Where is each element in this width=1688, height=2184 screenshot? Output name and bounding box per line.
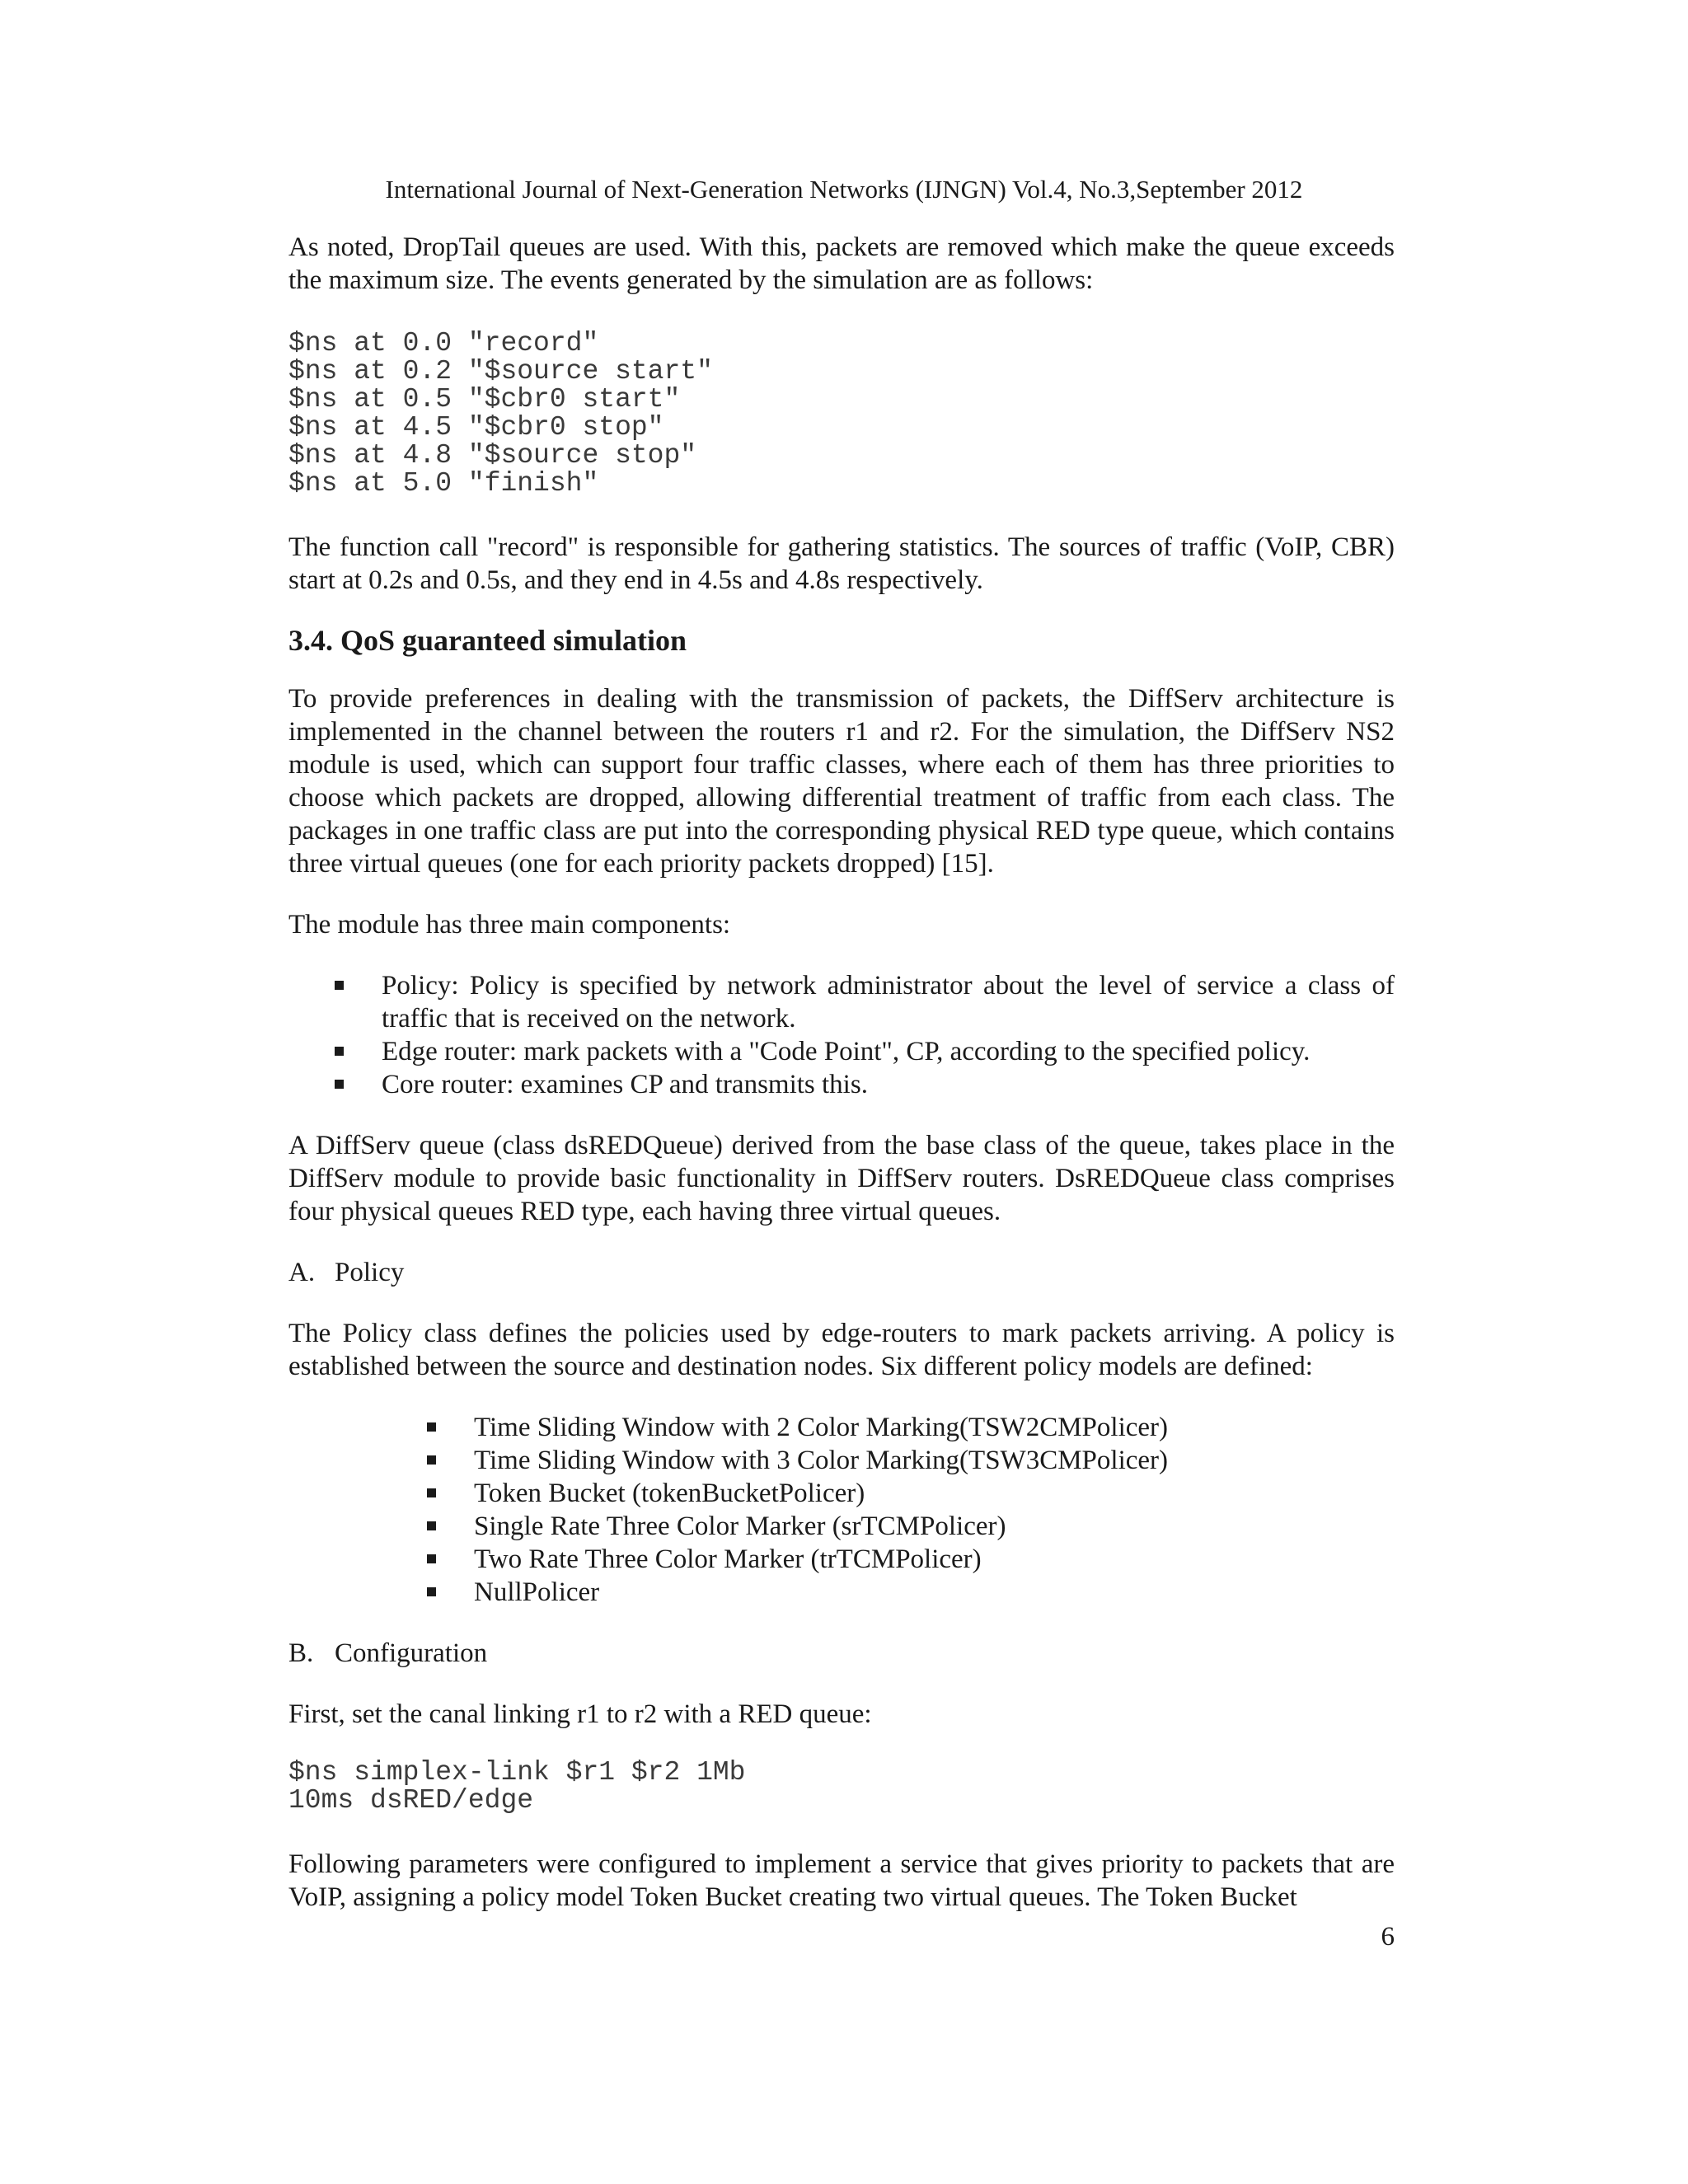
square-bullet-icon: [427, 1488, 436, 1497]
code-line: $ns at 5.0 "finish": [288, 468, 599, 499]
paragraph-params: Following parameters were configured to implement a service that gives priority to packets that are VoIP, assigning a policy model Token Bucket creating two virtual queues. The Token Bucket: [288, 1849, 1395, 1912]
list-item: [288, 1576, 1395, 1609]
paragraph-diffserv: To provide preferences in dealing with the transmission of packets, the DiffServ architecture is implemented in the channel between the routers r1 and r2. For the simulation, the DiffServ NS2 module is used, which can support four traffic classes, where each of them has three priorities to choose which packets are dropped, allowing differential treatment of traffic from each class. The packages in one traffic class are put into the corresponding physical RED type queue, which contains three virtual queues (one for each priority packets dropped) [15].: [288, 684, 1395, 879]
square-bullet-icon: [427, 1587, 436, 1596]
paragraph-droptail: As noted, DropTail queues are used. With this, packets are removed which make the queue exceeds the maximum size. The events generated by the simulation are as follows:: [288, 232, 1395, 295]
subsection-heading-configuration: [288, 1637, 1395, 1670]
list-item: [288, 1411, 1395, 1444]
link-code-block: [288, 1759, 1395, 1815]
page-body: [288, 231, 1395, 1914]
code-line: $ns at 4.8 "$source stop": [288, 440, 697, 471]
code-line: $ns at 4.5 "$cbr0 stop": [288, 412, 664, 443]
code-line: $ns at 0.2 "$source start": [288, 356, 713, 387]
square-bullet-icon: [335, 1047, 344, 1056]
list-item: [288, 1510, 1395, 1543]
list-item-text: Time Sliding Window with 3 Color Marking(TSW3CMPolicer): [474, 1446, 1169, 1475]
code-line: 10ms dsRED/edge: [288, 1785, 534, 1816]
section-heading: 3.4. QoS guaranteed simulation: [288, 624, 687, 657]
square-bullet-icon: [335, 1080, 344, 1089]
list-item-text: Single Rate Three Color Marker (srTCMPolicer): [474, 1511, 1006, 1541]
square-bullet-icon: [427, 1422, 436, 1432]
paragraph-policy: The Policy class defines the policies used by edge-routers to mark packets arriving. A policy is established between the source and destination nodes. Six different policy models are defined:: [288, 1319, 1395, 1381]
subsection-title: Configuration: [335, 1638, 488, 1668]
list-item: [288, 1543, 1395, 1576]
list-item-text: Policy: Policy is specified by network administrator about the level of service a class of traffic that is received on the network.: [382, 971, 1395, 1033]
running-header: International Journal of Next-Generation Networks (IJNGN) Vol.4, No.3,September 2012: [385, 175, 1303, 204]
list-item: [288, 1477, 1395, 1510]
code-line: $ns at 0.0 "record": [288, 328, 599, 359]
list-item-text: Token Bucket (tokenBucketPolicer): [474, 1479, 865, 1508]
paragraph-components-intro: The module has three main components:: [288, 910, 731, 940]
list-item-text: Core router: examines CP and transmits this.: [382, 1070, 868, 1099]
code-line: $ns simplex-link $r1 $r2 1Mb: [288, 1757, 746, 1788]
square-bullet-icon: [335, 981, 344, 990]
list-item: [288, 1068, 1395, 1101]
paragraph-config: First, set the canal linking r1 to r2 with a RED queue:: [288, 1699, 872, 1729]
subsection-number: A.: [288, 1258, 316, 1287]
square-bullet-icon: [427, 1521, 436, 1530]
list-item: [288, 1035, 1395, 1068]
page-number: 6: [1381, 1922, 1395, 1952]
paragraph-record: The function call "record" is responsible for gathering statistics. The sources of traffic (VoIP, CBR) start at 0.2s and 0.5s, and they end in 4.5s and 4.8s respectively.: [288, 532, 1395, 595]
events-code-block: [288, 330, 1395, 498]
list-item: [288, 969, 1395, 1035]
policy-models-list: [288, 1411, 1395, 1609]
paragraph-dsredqueue: A DiffServ queue (class dsREDQueue) derived from the base class of the queue, takes place in the DiffServ module to provide basic functionality in DiffServ routers. DsREDQueue class comprises four physical queues RED type, each having three virtual queues.: [288, 1131, 1395, 1226]
list-item-text: NullPolicer: [474, 1577, 600, 1607]
subsection-heading-policy: [288, 1256, 1395, 1289]
list-item-text: Time Sliding Window with 2 Color Marking(TSW2CMPolicer): [474, 1413, 1169, 1442]
subsection-title: Policy: [335, 1258, 405, 1287]
code-line: $ns at 0.5 "$cbr0 start": [288, 384, 681, 415]
square-bullet-icon: [427, 1554, 436, 1563]
square-bullet-icon: [427, 1455, 436, 1465]
list-item-text: Two Rate Three Color Marker (trTCMPolicer): [474, 1544, 982, 1574]
list-item-text: Edge router: mark packets with a "Code Point", CP, according to the specified policy.: [382, 1037, 1311, 1066]
subsection-number: B.: [288, 1638, 314, 1668]
components-list: [288, 969, 1395, 1101]
list-item: [288, 1444, 1395, 1477]
